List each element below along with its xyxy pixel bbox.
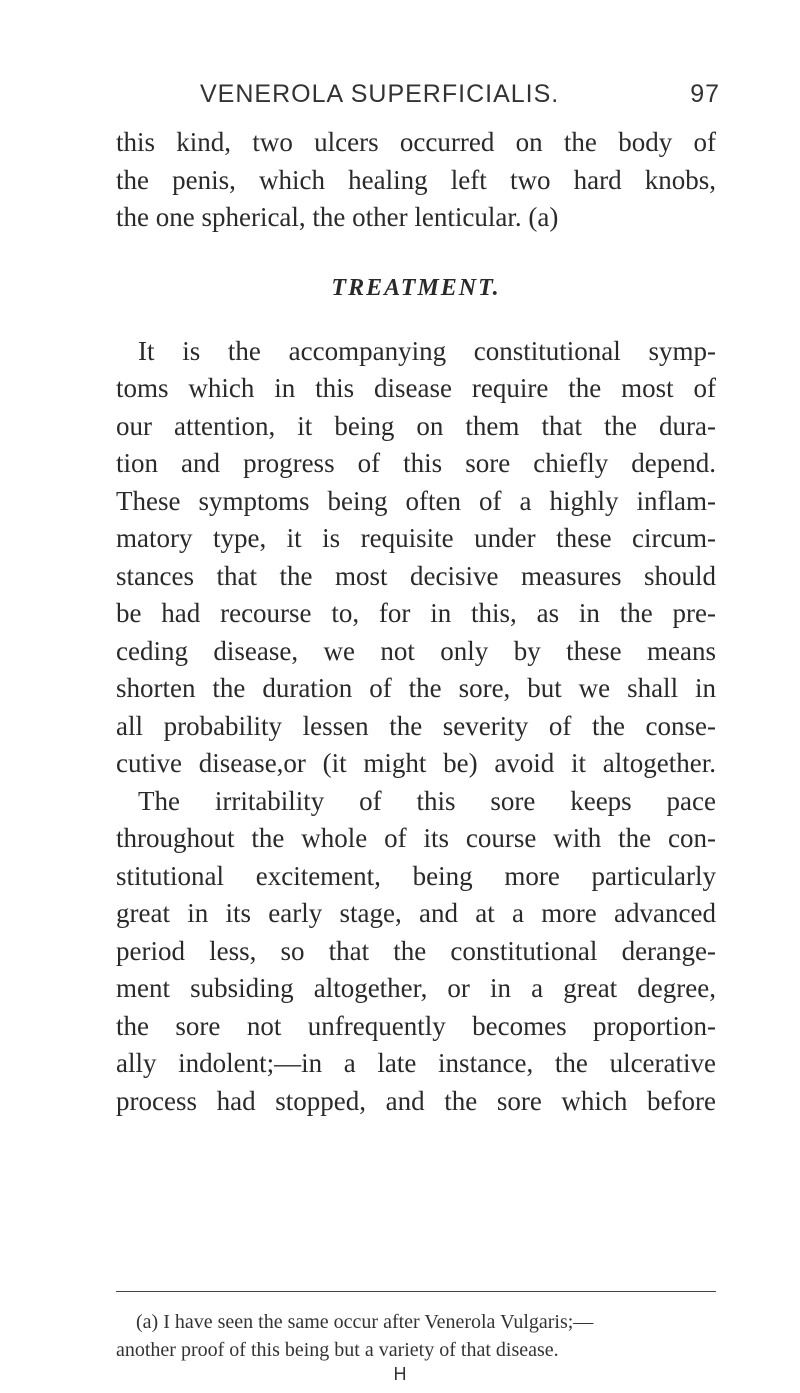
text-line: It is the accompanying constitutional symp- [138,335,716,366]
footnote-line: another proof of this being but a variety of that disease. [116,1339,559,1361]
section-heading: TREATMENT. [331,274,501,301]
text-line: stitutional excitement, being more particularly [116,860,716,891]
text-line: shorten the duration of the sore, but we shall in [116,673,716,703]
text-line: this kind, two ulcers occurred on the body of [116,127,716,157]
text-line: ally indolent;—in a late instance, the ulcerative [116,1048,716,1078]
text-line: matory type, it is requisite under these circum- [116,523,716,553]
text-line: the sore not unfrequently becomes proportion- [116,1010,716,1041]
text-line: be had recourse to, for in this, as in the pre- [116,598,716,628]
footnote-rule [116,1291,716,1292]
text-line: the one spherical, the other lenticular. (a) [116,202,559,232]
text-line: great in its early stage, and at a more advanced [116,898,716,928]
text-line: the penis, which healing left two hard knobs, [116,164,716,195]
text-line: stances that the most decisive measures should [116,560,716,591]
text-line: ment subsiding altogether, or in a great degree, [116,973,716,1003]
text-line: ceding disease, we not only by these means [116,635,716,666]
text-line: process had stopped, and the sore which before [116,1085,716,1116]
text-line: cutive disease,or (it might be) avoid it altogether. [116,748,716,778]
footnote-line: (a) I have seen the same occur after Venerola Vulgaris;— [136,1311,594,1333]
running-head-title: VENEROLA SUPERFICIALIS. [200,80,560,108]
text-line: period less, so that the constitutional derange- [116,935,716,966]
text-line: our attention, it being on them that the dura- [116,410,716,441]
text-line: tion and progress of this sore chiefly depend. [116,448,716,478]
text-line: toms which in this disease require the most of [116,373,716,403]
text-line: all probability lessen the severity of the conse- [116,710,716,741]
signature-mark: H [393,1364,407,1384]
running-head [200,80,720,120]
text-line: These symptoms being often of a highly inflam- [116,485,716,516]
body-text [116,124,716,1120]
text-line: The irritability of this sore keeps pace [138,785,716,816]
footnote [116,1308,716,1364]
text-line: throughout the whole of its course with the con- [116,823,716,853]
page-number: 97 [690,80,720,108]
